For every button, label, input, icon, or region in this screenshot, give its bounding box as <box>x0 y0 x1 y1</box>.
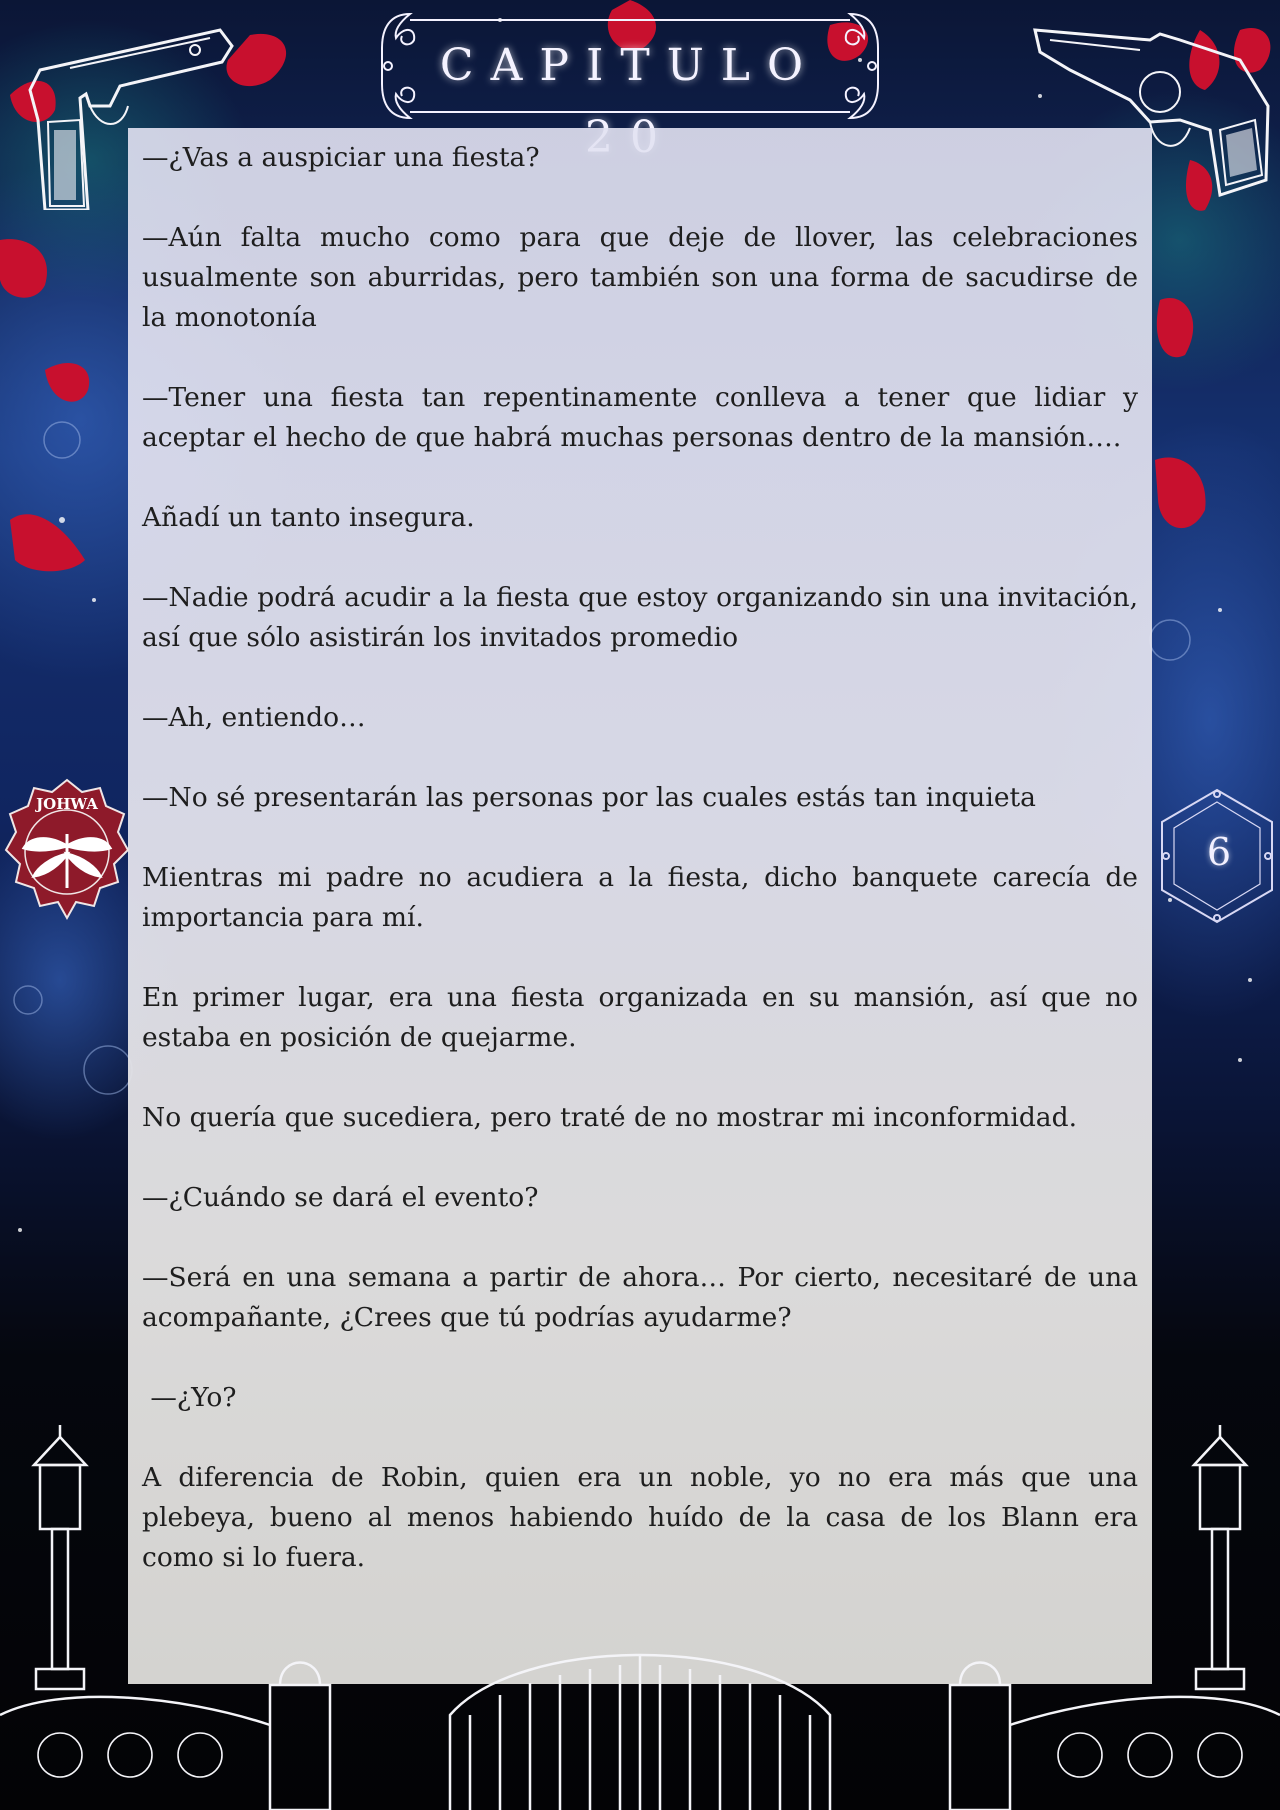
lantern-icon <box>34 1425 86 1689</box>
paragraph: En primer lugar, era una fiesta organizada en su mansión, así que no estaba en posición de quejarme. <box>142 982 1138 1053</box>
chapter-body <box>142 138 1138 1578</box>
paragraph: —¿Cuándo se dará el evento? <box>142 1182 539 1213</box>
paragraph: —Aún falta mucho como para que deje de llover, las celebraciones usualmente son aburridas, pero también son una forma de sacudirse de la monotonía <box>142 222 1138 333</box>
paragraph: Añadí un tanto insegura. <box>142 502 475 533</box>
paragraph: A diferencia de Robin, quien era un noble, yo no era más que una plebeya, bueno al menos habiendo huído de la casa de los Blann era como si lo fuera. <box>142 1462 1138 1573</box>
paragraph: —Tener una fiesta tan repentinamente conlleva a tener que lidiar y aceptar el hecho de que habrá muchas personas dentro de la mansión…. <box>142 382 1138 453</box>
paragraph: —Será en una semana a partir de ahora… Por cierto, necesitaré de una acompañante, ¿Crees que tú podrías ayudarme? <box>142 1262 1138 1333</box>
lantern-icon <box>1194 1425 1246 1689</box>
paragraph: No quería que sucediera, pero traté de no mostrar mi inconformidad. <box>142 1102 1077 1133</box>
seal-label: JOHWA <box>36 795 98 813</box>
paragraph: —Ah, entiendo… <box>142 702 366 733</box>
paragraph: —Nadie podrá acudir a la fiesta que estoy organizando sin una invitación, así que sólo asistirán los invitados promedio <box>142 582 1138 653</box>
paragraph: —No sé presentarán las personas por las cuales estás tan inquieta <box>142 782 1036 813</box>
paragraph: —¿Yo? <box>142 1382 237 1413</box>
paragraph: —¿Vas a auspiciar una fiesta? <box>142 142 540 173</box>
gate-illustration <box>0 1385 1280 1810</box>
page-number: 6 <box>1206 830 1232 874</box>
paragraph: Mientras mi padre no acudiera a la fiesta, dicho banquete carecía de importancia para mí. <box>142 862 1138 933</box>
chapter-title: CAPITULO <box>439 40 821 91</box>
gate-icon <box>0 1425 1280 1810</box>
